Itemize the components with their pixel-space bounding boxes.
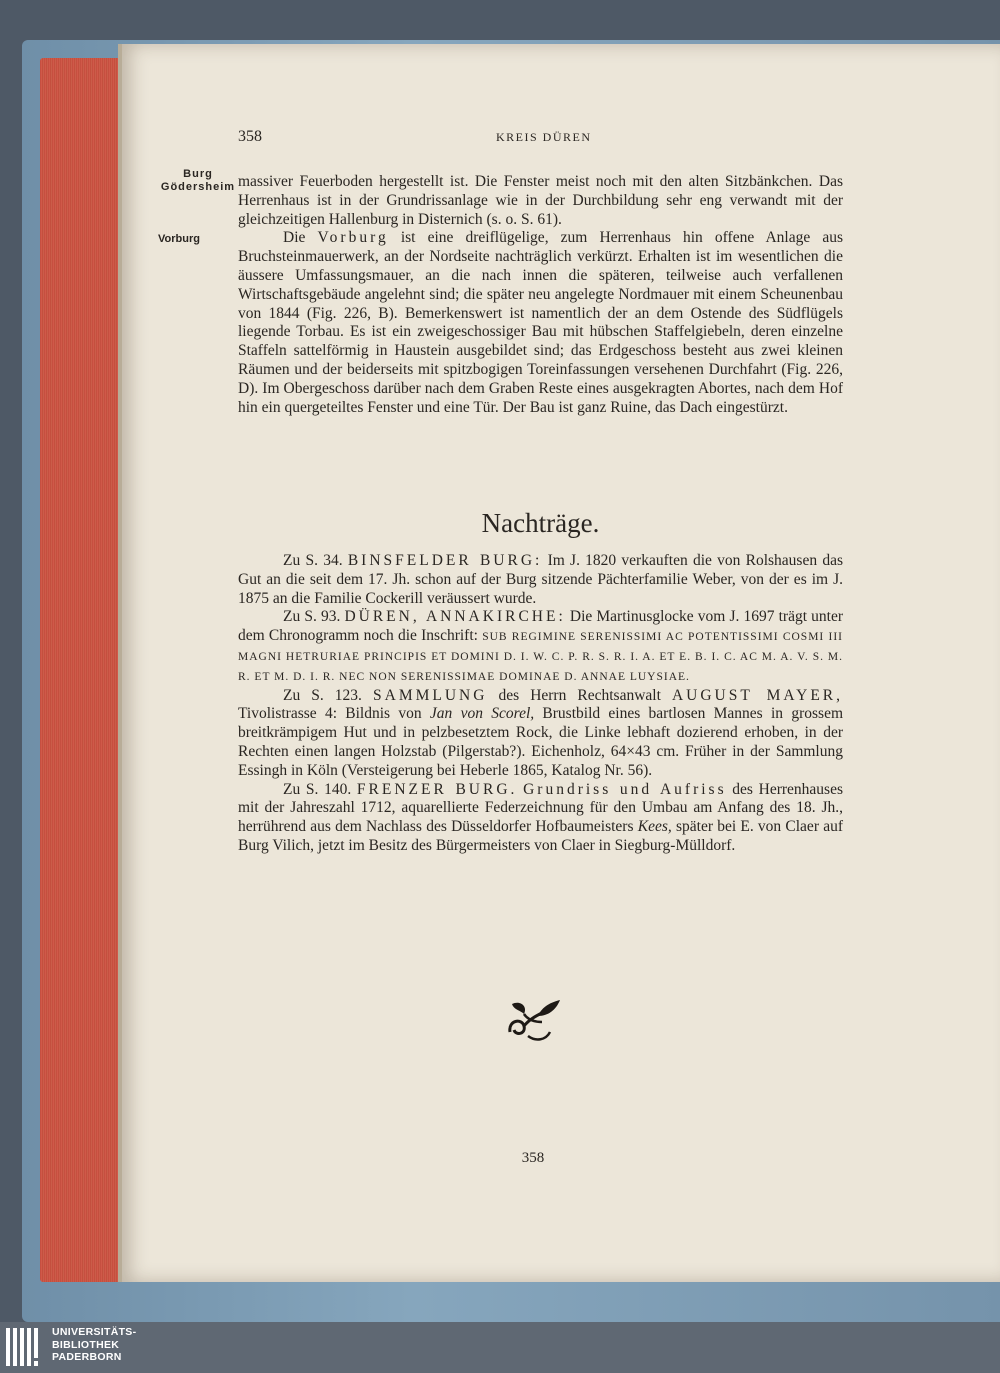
text-run: des Herrn Rechtsanwalt bbox=[487, 686, 672, 704]
text-run: Zu S. 93. bbox=[283, 608, 345, 626]
text-run: Zu S. 140. bbox=[283, 780, 357, 798]
note-annakirche bbox=[238, 608, 843, 686]
text-run: Die Martinusglocke vom J. 1697 trägt unter dem Chronogramm noch die Inschrift: bbox=[238, 608, 843, 645]
body-text-top bbox=[238, 173, 843, 417]
spaced-term: AUGUST MAYER, bbox=[671, 686, 844, 704]
library-logo-line3: PADERBORN bbox=[52, 1351, 122, 1363]
paragraph-vorburg bbox=[238, 229, 843, 417]
note-sammlung bbox=[238, 687, 843, 781]
margin-note-burg-line1: Burg bbox=[183, 168, 213, 180]
inscription-smallcaps: SUB REGIMINE SERENISSIMI AC POTENTISSIMI COSMI III MAGNI HETRURIAE PRINCIPIS ET DOMINI D. I. W. C. P. R. S. R. I. A. ET E. B. I. C. AC M. A. V. S. M. R. ET M. D. I. R. NEC NON SERENISSIMAE DOMINAE D. ANNAE LUYSIAE. bbox=[238, 631, 843, 683]
text-run: des Herrenhauses mit der Jahreszahl 1712, aquarellierte Federzeichnung für den Umbau am Anfang des 18. Jh., herrührend aus dem Nachlass des Düsseldorfer Hofbaumeisters bbox=[238, 780, 843, 836]
margin-note-vorburg: Vorburg bbox=[158, 233, 200, 245]
page-edges bbox=[40, 58, 120, 1282]
library-logo-icon bbox=[4, 1326, 44, 1368]
library-logo-text bbox=[52, 1326, 172, 1364]
spaced-term: BINSFELDER BURG: bbox=[347, 552, 543, 569]
running-head-page-number: 358 bbox=[238, 128, 262, 145]
text-run: später bei E. von Claer auf Burg Vilich, jetzt im Besitz des Bürgermeisters von Claer in Siegburg-Mülldorf. bbox=[238, 818, 843, 854]
section-heading: Nachträge. bbox=[481, 508, 600, 538]
floral-vignette-icon bbox=[498, 992, 568, 1052]
running-head bbox=[238, 128, 838, 148]
italic-name: Kees, bbox=[637, 818, 672, 836]
margin-note-burg bbox=[158, 168, 238, 194]
footer-page-number: 358 bbox=[521, 1150, 545, 1166]
text-run: ist eine dreiflügelige, zum Herrenhaus hin offene Anlage aus Bruchsteinmauerwerk, an der Nordseite nachträglich verkürzt. Erhalten ist im wesentlichen die äussere Umfassungsmauer, an die nach innen die späteren, teilweise auch verfallenen Wirtschaftsgebäude angelehnt sind; die später neu angelegte Nordmauer mit einem Scheunenbau von 1844 (Fig. 226, B). Bemerkenswert ist namentlich der an dem Ostende des Südflügels liegende Torbau. Es ist ein zweigeschossiger Bau mit hübschen Staffelgiebeln, deren einzelne Staffeln sattelförmig in Haustein ausgebildet sind; das Erdgeschoss besteht aus zwei kleinen Räumen und der beiderseits mit spitzbogigen Toreinfassungen versehenen Durchfahrt (Fig. 226, D). Im Obergeschoss darüber nach dem Graben Reste eines ausgekragten Abortes, nach dem Hof hin ein quergeteiltes Fenster und eine Tür. Der Bau ist ganz Ruine, das Dach eingestürzt. bbox=[238, 229, 843, 416]
text-run: Tivolistrasse 4: Bildnis von bbox=[238, 705, 430, 723]
spaced-term: Grundriss und Aufriss bbox=[523, 780, 727, 798]
spaced-term: FRENZER BURG. bbox=[356, 780, 518, 798]
spaced-term: SAMMLUNG bbox=[373, 686, 488, 704]
note-binsfelder-burg bbox=[238, 552, 843, 608]
body-text-nachtraege bbox=[238, 552, 843, 856]
text-run: Zu S. 34. bbox=[283, 552, 348, 569]
page-gutter bbox=[118, 44, 122, 1282]
paragraph-feuerboden: massiver Feuerboden hergestellt ist. Die Fenster meist noch mit den alten Sitzbänkchen. Das Herrenhaus ist in der Grundrissanlage wie in der Durchbildung sehr eng verwandt mit der gleichzeitigen Hallenburg in Disternich (s. o. S. 61). bbox=[238, 173, 843, 228]
text-run: Im J. 1820 verkauften die von Rolshausen das Gut an die seit dem 17. Jh. schon auf der Burg sitzende Pächterfamilie Weber, von der es im J. 1875 an die Familie Cockerill veräussert wurde. bbox=[238, 552, 843, 607]
library-logo-line2: BIBLIOTHEK bbox=[52, 1338, 120, 1351]
spaced-term: Vorburg bbox=[317, 229, 389, 247]
margin-note-burg-line2: Gödersheim bbox=[160, 181, 236, 193]
running-head-title: KREIS DÜREN bbox=[496, 130, 592, 144]
spaced-term: DÜREN, ANNAKIRCHE: bbox=[344, 608, 566, 626]
text-run: Brustbild eines bartlosen Mannes in grossem breitkrämpigem Hut und in pelzbesetztem Rock, die Linke lebhaft dozierend erhoben, in der Rechten einen langen Holzstab (Pilgerstab?). Eichenholz, 64×43 cm. Früher in der Sammlung Essingh in Köln (Versteigerung bei Heberle 1865, Katalog Nr. 56). bbox=[238, 705, 843, 779]
text-run: Die bbox=[283, 229, 318, 247]
library-logo-line1: UNIVERSITÄTS- bbox=[52, 1326, 137, 1338]
note-frenzer-burg bbox=[238, 781, 843, 856]
italic-name: Jan von Scorel, bbox=[429, 705, 535, 723]
text-run: Zu S. 123. bbox=[283, 686, 373, 704]
